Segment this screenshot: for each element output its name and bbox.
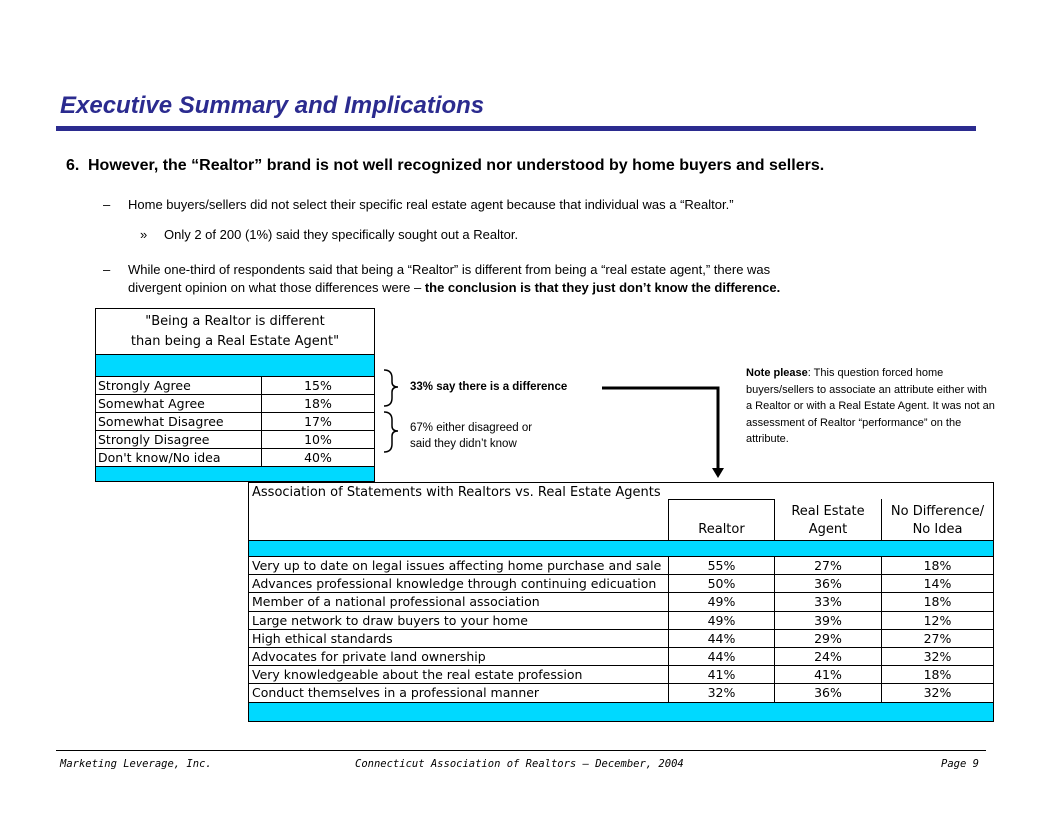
- none-value: 27%: [881, 630, 993, 647]
- realtor-value: 49%: [668, 593, 774, 610]
- realtor-value: 44%: [668, 648, 774, 665]
- table-row: [249, 612, 993, 630]
- row-label: Don't know/No idea: [98, 450, 221, 465]
- disagree-line-1: 67% either disagreed or: [410, 422, 533, 434]
- col-header-agent-line1: Real Estate: [791, 504, 865, 519]
- table-row: [249, 557, 993, 575]
- bullet-1-sub: Only 2 of 200 (1%) said they specifically sought out a Realtor.: [164, 227, 519, 242]
- sub-bullet-marker: »: [140, 227, 148, 242]
- agent-value: 27%: [774, 557, 881, 574]
- row-label: Somewhat Agree: [98, 396, 205, 411]
- statement: Advocates for private land ownership: [252, 649, 486, 664]
- statement: Conduct themselves in a professional manner: [252, 685, 540, 701]
- none-value: 18%: [881, 557, 993, 574]
- row-label: Somewhat Disagree: [98, 414, 224, 429]
- row-value: 17%: [261, 413, 374, 430]
- note-text: [746, 365, 996, 448]
- disagree-line-2: said they didn’t know: [410, 438, 517, 450]
- realtor-value: 50%: [668, 575, 774, 592]
- table-row: [249, 684, 993, 702]
- realtor-value: 44%: [668, 630, 774, 647]
- table-row: [249, 630, 993, 648]
- page-title: Executive Summary and Implications: [60, 92, 485, 119]
- association-table-header: [249, 483, 993, 541]
- agreement-table-header: [96, 309, 374, 355]
- note-label: Note please: [746, 367, 808, 379]
- statement: Advances professional knowledge through continuing edicuation: [252, 576, 657, 592]
- agent-value: 33%: [774, 593, 881, 610]
- realtor-value: 55%: [668, 557, 774, 574]
- none-value: 32%: [881, 648, 993, 665]
- table-row: [249, 666, 993, 684]
- none-value: 18%: [881, 666, 993, 683]
- agent-value: 29%: [774, 630, 881, 647]
- table-row: [96, 413, 374, 431]
- table-row: [249, 593, 993, 611]
- main-point: [66, 157, 824, 175]
- row-value: 18%: [261, 395, 374, 412]
- none-value: 32%: [881, 684, 993, 701]
- point-number: 6.: [66, 157, 80, 174]
- row-label: Strongly Agree: [98, 378, 191, 393]
- arrow-connector-icon: [600, 380, 730, 480]
- footer-left: Marketing Leverage, Inc.: [60, 758, 212, 770]
- difference-annotation: 33% say there is a difference: [410, 381, 568, 393]
- bullet-dash: –: [103, 197, 111, 212]
- table-row: [96, 377, 374, 395]
- table-row: [249, 575, 993, 593]
- bullet-2-conclusion: the conclusion is that they just don’t know the difference.: [424, 280, 781, 295]
- disagree-annotation: [410, 420, 532, 452]
- realtor-value: 32%: [668, 684, 774, 701]
- bullet-2-line2: [128, 280, 780, 295]
- table-row: [249, 648, 993, 666]
- col-header-agent: [774, 499, 881, 541]
- statement: Large network to draw buyers to your home: [252, 612, 528, 628]
- footer-center: Connecticut Association of Realtors – December, 2004: [355, 758, 684, 770]
- note-body: : This question forced home buyers/sellers to associate an attribute either with a Realtor or with a Real Estate Agent. It was not an assessment of Realtor “performance” on the attribute.: [746, 367, 995, 445]
- agent-value: 36%: [774, 575, 881, 592]
- col-header-none: [881, 499, 993, 541]
- table-row: [96, 449, 374, 467]
- statement: Very knowledgeable about the real estate profession: [252, 667, 583, 683]
- col-header-none-line2: No Idea: [912, 522, 963, 537]
- none-value: 14%: [881, 575, 993, 592]
- agent-value: 36%: [774, 684, 881, 701]
- col-header-realtor: [668, 499, 774, 541]
- cyan-spacer-row: [249, 703, 993, 721]
- association-table: [248, 482, 994, 722]
- bullet-2-plain: divergent opinion on what those differences were –: [128, 280, 422, 295]
- header-line-2: than being a Real Estate Agent": [130, 334, 340, 349]
- table-title: Association of Statements with Realtors vs. Real Estate Agents: [252, 485, 661, 500]
- footer-page-number: Page 9: [941, 758, 979, 770]
- cyan-spacer-row: [96, 355, 374, 377]
- brace-icon: [382, 368, 406, 454]
- table-row: [96, 431, 374, 449]
- cyan-spacer-row: [249, 541, 993, 557]
- row-label: Strongly Disagree: [98, 432, 210, 447]
- agreement-table: [95, 308, 375, 482]
- statement: High ethical standards: [252, 630, 393, 646]
- statement: Very up to date on legal issues affecting home purchase and sale: [252, 558, 662, 573]
- row-value: 40%: [261, 449, 374, 466]
- col-header-realtor-label: Realtor: [698, 522, 745, 537]
- footer-rule: [56, 750, 986, 751]
- realtor-value: 41%: [668, 666, 774, 683]
- title-rule: [56, 126, 976, 131]
- bullet-2-line1: While one-third of respondents said that being a “Realtor” is different from being a “real estate agent,” there was: [128, 262, 771, 277]
- none-value: 18%: [881, 593, 993, 610]
- bullet-1: Home buyers/sellers did not select their specific real estate agent because that individual was a “Realtor.”: [128, 197, 734, 212]
- statement: Member of a national professional association: [252, 594, 540, 610]
- bullet-dash: –: [103, 262, 111, 277]
- point-text: However, the “Realtor” brand is not well recognized nor understood by home buyers and sellers.: [88, 157, 825, 174]
- none-value: 12%: [881, 612, 993, 629]
- col-header-none-line1: No Difference/: [890, 504, 985, 519]
- header-line-1: "Being a Realtor is different: [145, 314, 325, 329]
- agent-value: 39%: [774, 612, 881, 629]
- realtor-value: 49%: [668, 612, 774, 629]
- agent-value: 41%: [774, 666, 881, 683]
- agent-value: 24%: [774, 648, 881, 665]
- row-value: 15%: [261, 377, 374, 394]
- table-row: [96, 395, 374, 413]
- col-header-agent-line2: Agent: [808, 522, 848, 537]
- row-value: 10%: [261, 431, 374, 448]
- cyan-spacer-row: [96, 467, 374, 481]
